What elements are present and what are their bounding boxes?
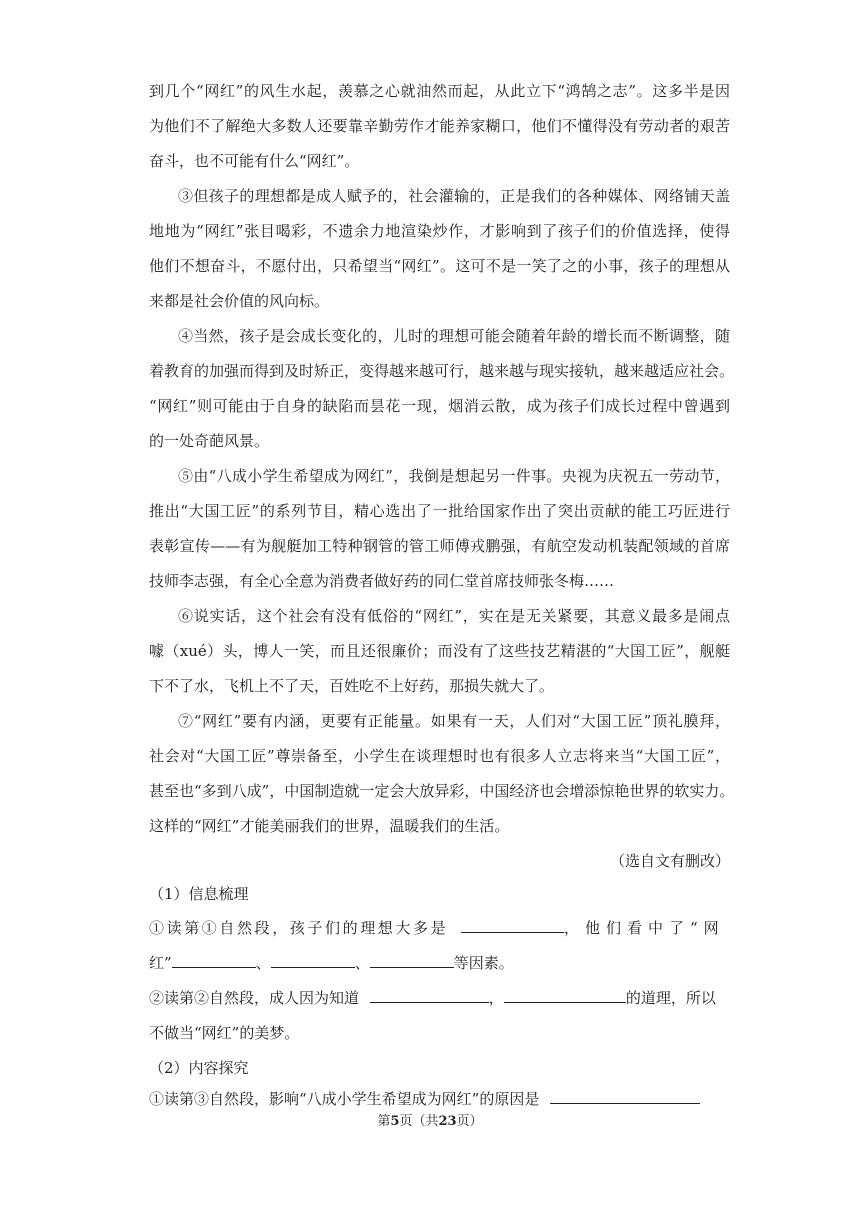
question-1-item-1-line-1 <box>149 918 730 938</box>
total-page-count: 23 <box>438 1114 457 1129</box>
paragraph-3-line-3: 他们不想奋斗，不愿付出，只希望当“网红”。这可不是一笑了之的小事，孩子的理想从 <box>149 257 730 275</box>
footer-mid: 页（共 <box>399 1114 439 1129</box>
paragraph-5-line-1: ⑤由“八成小学生希望成为网红”，我倒是想起另一件事。央视为庆祝五一劳动节， <box>178 467 730 485</box>
question-1-item-2-line-2: 不做当“网红”的美梦。 <box>149 1024 300 1042</box>
question-2-item-1-line-1 <box>149 1089 730 1109</box>
paragraph-5-line-2: 推出“大国工匠”的系列节目，精心选出了一批给国家作出了突出贡献的能工巧匠进行 <box>149 502 730 520</box>
paragraph-7-line-2: 社会对“大国工匠”尊崇备至，小学生在谈理想时也有很多人立志将来当“大国工匠”， <box>149 747 730 765</box>
paragraph-3-line-4: 来都是社会价值的风向标。 <box>149 292 330 310</box>
question-1-header: （1）信息梳理 <box>149 885 249 903</box>
paragraph-4-line-4: 的一处奇葩风景。 <box>149 432 270 450</box>
question-1-item-1-line-2 <box>149 953 730 973</box>
paragraph-3-line-1: ③但孩子的理想都是成人赋予的，社会灌输的，正是我们的各种媒体、网络铺天盖 <box>178 187 730 205</box>
answer-blank-5[interactable] <box>370 988 489 1003</box>
q1-2-text-c: 的道理，所以 <box>625 989 716 1007</box>
paragraph-5-line-3: 表彰宣传——有为舰艇加工特种钢管的管工师傅戎鹏强，有航空发动机装配领域的首席 <box>149 537 730 555</box>
answer-blank-4[interactable] <box>370 953 454 968</box>
q1-1-text-c: 红” <box>149 954 172 972</box>
q1-1-text-d: 等因素。 <box>453 954 514 972</box>
separator: 、 <box>354 954 370 972</box>
q1-2-text-b: ， <box>488 989 504 1007</box>
separator: 、 <box>255 954 271 972</box>
footer-prefix: 第 <box>377 1114 391 1129</box>
answer-blank-2[interactable] <box>172 953 256 968</box>
paragraph-7-line-1: ⑦“网红”要有内涵，更要有正能量。如果有一天，人们对“大国工匠”顶礼膜拜， <box>178 712 730 730</box>
footer-suffix: 页） <box>456 1114 483 1129</box>
answer-blank-1[interactable] <box>461 918 564 933</box>
answer-blank-3[interactable] <box>271 953 355 968</box>
paragraph-7-line-3: 甚至也“多到八成”，中国制造就一定会大放异彩，中国经济也会增添惊艳世界的软实力。 <box>149 782 735 800</box>
paragraph-2-line-3: 奋斗，也不可能有什么“网红”。 <box>149 152 360 170</box>
q1-2-text-a: ②读第②自然段，成人因为知道 <box>149 989 360 1007</box>
current-page-number: 5 <box>390 1114 400 1129</box>
question-2-header: （2）内容探究 <box>149 1059 249 1077</box>
paragraph-6-line-2: 噱（xué）头，博人一笑，而且还很廉价；而没有了这些技艺精湛的“大国工匠”，舰艇 <box>149 642 730 660</box>
paragraph-5-line-4: 技师李志强，有全心全意为消费者做好药的同仁堂首席技师张冬梅…… <box>149 572 615 590</box>
answer-blank-7[interactable] <box>550 1089 700 1104</box>
paragraph-6-line-1: ⑥说实话，这个社会有没有低俗的“网红”，实在是无关紧要，其意义最多是闹点 <box>178 607 730 625</box>
paragraph-4-line-3: “网红”则可能由于自身的缺陷而昙花一现，烟消云散，成为孩子们成长过程中曾遇到 <box>149 397 730 415</box>
page-footer <box>0 1113 860 1131</box>
paragraph-6-line-3: 下不了水，飞机上不了天，百姓吃不上好药，那损失就大了。 <box>149 677 555 695</box>
paragraph-2-line-1: 到几个“网红”的风生水起，羡慕之心就油然而起，从此立下“鸿鹄之志”。这多半是因 <box>149 82 730 100</box>
paragraph-4-line-2: 着教育的加强而得到及时矫正，变得越来越可行，越来越与现实接轨，越来越适应社会。 <box>149 362 735 380</box>
q2-1-text-a: ①读第③自然段，影响“八成小学生希望成为网红”的原因是 <box>149 1090 540 1108</box>
paragraph-3-line-2: 地地为“网红”张目喝彩，不遗余力地渲染炒作，才影响到了孩子们的价值选择，使得 <box>149 222 730 240</box>
paragraph-7-line-4: 这样的“网红”才能美丽我们的世界，温暖我们的生活。 <box>149 817 510 835</box>
paragraph-4-line-1: ④当然，孩子是会成长变化的，儿时的理想可能会随着年龄的增长而不断调整，随 <box>178 327 730 345</box>
q1-1-text-b: ，他们看中了“网 <box>563 919 725 937</box>
q1-1-text-a: ①读第①自然段，孩子们的理想大多是 <box>149 919 449 937</box>
paragraph-2-line-2: 为他们不了解绝大多数人还要靠辛勤劳作才能养家糊口，他们不懂得没有劳动者的艰苦 <box>149 117 730 135</box>
question-1-item-2-line-1 <box>149 988 730 1008</box>
source-note: （选自文有删改） <box>609 852 730 870</box>
answer-blank-6[interactable] <box>504 988 626 1003</box>
